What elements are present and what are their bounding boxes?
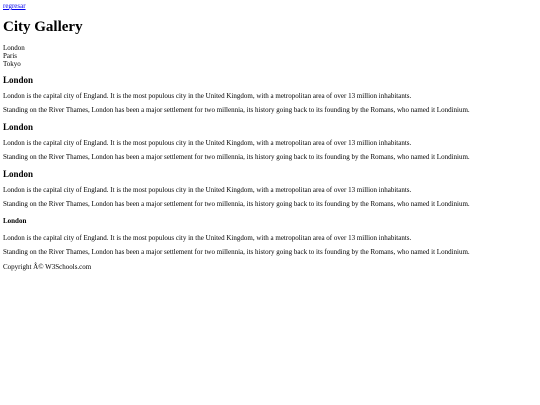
section-paragraph: London is the capital city of England. It is the most populous city in the United Kingdom, with a metropolitan area of over 13 million inhabitants. [3,186,412,194]
nav-item-tokyo[interactable]: Tokyo [3,60,21,68]
nav-item-london[interactable]: London [3,44,25,52]
section-paragraph: Standing on the River Thames, London has been a major settlement for two millennia, its history going back to its founding by the Romans, who named it Londinium. [3,153,470,161]
back-link[interactable]: regresar [3,2,26,10]
section-heading: London [3,75,34,85]
nav-item-paris[interactable]: Paris [3,52,17,60]
section-paragraph: Standing on the River Thames, London has been a major settlement for two millennia, its history going back to its founding by the Romans, who named it Londinium. [3,200,470,208]
section-heading: London [3,169,34,179]
city-nav [3,44,25,68]
section-heading: London [3,217,27,225]
section-paragraph: Standing on the River Thames, London has been a major settlement for two millennia, its history going back to its founding by the Romans, who named it Londinium. [3,248,470,256]
section-paragraph: London is the capital city of England. It is the most populous city in the United Kingdom, with a metropolitan area of over 13 million inhabitants. [3,139,412,147]
section-paragraph: London is the capital city of England. It is the most populous city in the United Kingdom, with a metropolitan area of over 13 million inhabitants. [3,234,412,242]
section-paragraph: London is the capital city of England. It is the most populous city in the United Kingdom, with a metropolitan area of over 13 million inhabitants. [3,92,412,100]
page-title: City Gallery [3,19,83,35]
footer-copyright: Copyright Â© W3Schools.com [3,263,92,271]
section-paragraph: Standing on the River Thames, London has been a major settlement for two millennia, its history going back to its founding by the Romans, who named it Londinium. [3,106,470,114]
section-heading: London [3,122,34,132]
